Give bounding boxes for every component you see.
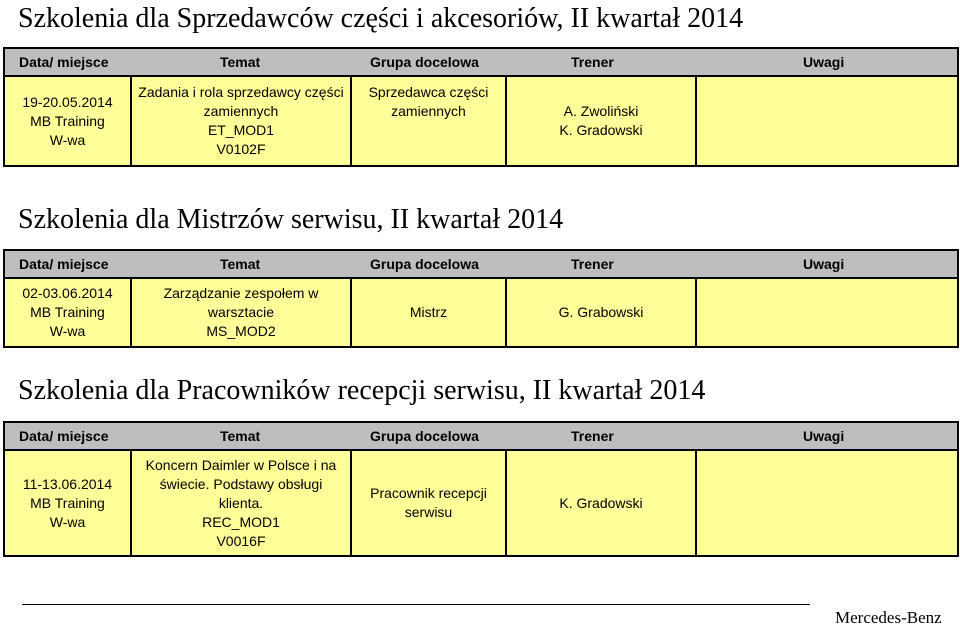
header-notes: Uwagi	[803, 54, 845, 70]
cell-target-group: Mistrz	[409, 304, 448, 320]
header-target-group: Grupa docelowa	[370, 256, 479, 272]
cell-notes	[697, 279, 957, 346]
cell-notes	[697, 451, 957, 555]
training-table	[3, 421, 959, 557]
cell-trainer: A. Zwoliński K. Gradowski	[559, 103, 643, 138]
cell-trainer: K. Gradowski	[559, 494, 643, 511]
header-trainer: Trener	[571, 428, 614, 444]
cell-notes	[697, 77, 957, 165]
header-topic: Temat	[220, 256, 261, 272]
table-header	[5, 423, 957, 451]
header-topic: Temat	[220, 428, 261, 444]
training-table	[3, 249, 959, 348]
table-row	[5, 451, 957, 555]
header-trainer: Trener	[571, 256, 614, 272]
cell-topic: Zadania i rola sprzedawcy części zamiennych ET_MOD1 V0102F	[138, 84, 344, 157]
cell-trainer: G. Grabowski	[558, 304, 644, 320]
section-title: Szkolenia dla Pracowników recepcji serwisu, II kwartał 2014	[18, 375, 706, 406]
table-header	[5, 49, 957, 77]
section-title: Szkolenia dla Mistrzów serwisu, II kwartał 2014	[18, 204, 564, 235]
header-date-place: Data/ miejsce	[19, 256, 109, 272]
cell-target-group: Pracownik recepcji serwisu	[370, 485, 487, 520]
table-row	[5, 77, 957, 165]
cell-date-place: 02-03.06.2014 MB Training W-wa	[22, 285, 113, 339]
header-notes: Uwagi	[803, 256, 845, 272]
footer-divider	[22, 604, 810, 605]
header-date-place: Data/ miejsce	[19, 428, 109, 444]
cell-topic: Koncern Daimler w Polsce i na świecie. Podstawy obsługi klienta. REC_MOD1 V0016F	[145, 456, 337, 549]
header-date-place: Data/ miejsce	[19, 54, 109, 70]
header-target-group: Grupa docelowa	[370, 428, 479, 444]
cell-target-group: Sprzedawca części zamiennych	[368, 84, 489, 119]
header-target-group: Grupa docelowa	[370, 54, 479, 70]
cell-date-place: 19-20.05.2014 MB Training W-wa	[22, 93, 113, 148]
table-header	[5, 251, 957, 279]
table-row	[5, 279, 957, 346]
training-table	[3, 47, 959, 167]
header-notes: Uwagi	[803, 428, 845, 444]
cell-topic: Zarządzanie zespołem w warsztacie MS_MOD2	[163, 285, 319, 339]
header-trainer: Trener	[571, 54, 614, 70]
section-title: Szkolenia dla Sprzedawców części i akcesoriów, II kwartał 2014	[18, 3, 744, 34]
cell-date-place: 11-13.06.2014 MB Training W-wa	[22, 475, 113, 530]
brand-logo: Mercedes-Benz	[835, 608, 942, 627]
header-topic: Temat	[220, 54, 261, 70]
